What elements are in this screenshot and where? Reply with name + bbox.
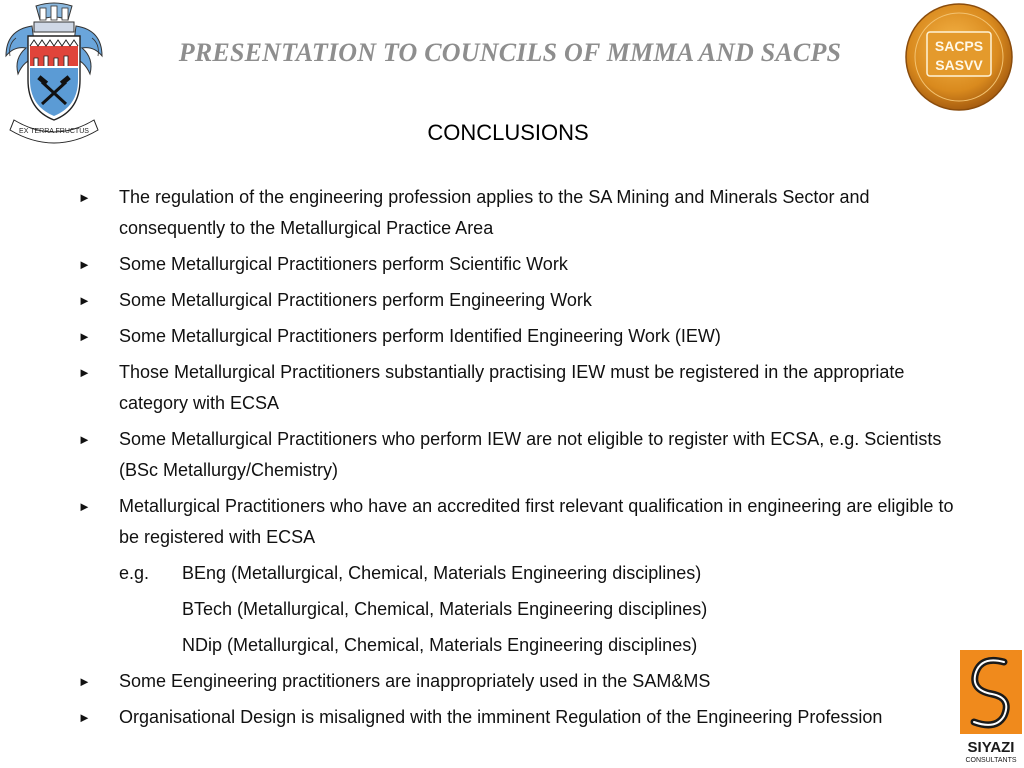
crest-motto-text: EX TERRA FRUCTUS — [19, 128, 89, 135]
bullet-arrow-icon: ► — [78, 257, 91, 272]
siyazi-consultants-logo — [958, 650, 1024, 764]
bullet-arrow-icon: ► — [78, 365, 91, 380]
bullet-arrow-icon: ► — [78, 293, 91, 308]
slide-title: CONCLUSIONS — [427, 120, 589, 145]
sacps-logo-text-bottom: SASVV — [935, 57, 983, 73]
bullet-item — [78, 424, 958, 486]
conclusions-list — [78, 182, 958, 738]
example-line — [78, 630, 958, 661]
example-text: NDip (Metallurgical, Chemical, Materials Engineering disciplines) — [182, 635, 698, 655]
bullet-arrow-icon: ► — [78, 499, 91, 514]
bullet-arrow-icon: ► — [78, 432, 91, 447]
example-prefix: e.g. — [119, 563, 150, 583]
bullet-item — [78, 182, 958, 244]
example-text: BTech (Metallurgical, Chemical, Materials Engineering disciplines) — [182, 599, 708, 619]
example-text: BEng (Metallurgical, Chemical, Materials Engineering disciplines) — [182, 563, 702, 583]
bullet-text: Those Metallurgical Practitioners substantially practising IEW must be registered in the appropriate category with ECSA — [119, 362, 905, 413]
bullet-item — [78, 702, 958, 733]
sacps-logo — [902, 2, 1016, 112]
bullet-text: Some Metallurgical Practitioners perform Scientific Work — [119, 254, 568, 274]
example-line — [78, 594, 958, 625]
example-line — [78, 558, 958, 589]
siyazi-sub-text: CONSULTANTS — [965, 757, 1017, 764]
bullet-item — [78, 321, 958, 352]
bullet-item — [78, 249, 958, 280]
bullet-arrow-icon: ► — [78, 329, 91, 344]
bullet-text: The regulation of the engineering profession applies to the SA Mining and Minerals Sector and consequently to the Metallurgical Practice Area — [119, 187, 870, 238]
bullet-text: Some Metallurgical Practitioners who perform IEW are not eligible to register with ECSA, e.g. Scientists (BSc Metallurgy/Chemistry) — [119, 429, 942, 480]
bullet-item — [78, 666, 958, 697]
bullet-text: Some Metallurgical Practitioners perform Identified Engineering Work (IEW) — [119, 326, 721, 346]
bullet-text: Some Eengineering practitioners are inappropriately used in the SAM&MS — [119, 671, 711, 691]
bullet-arrow-icon: ► — [78, 674, 91, 689]
bullet-item — [78, 357, 958, 419]
bullet-text: Some Metallurgical Practitioners perform Engineering Work — [119, 290, 592, 310]
bullet-arrow-icon: ► — [78, 190, 91, 205]
siyazi-brand-text: SIYAZI — [967, 739, 1015, 756]
bullet-item — [78, 285, 958, 316]
bullet-text: Organisational Design is misaligned with the imminent Regulation of the Engineering Profession — [119, 707, 883, 727]
bullet-arrow-icon: ► — [78, 710, 91, 725]
presentation-header-title: PRESENTATION TO COUNCILS OF MMMA AND SACPS — [178, 38, 842, 67]
sacps-logo-text-top: SACPS — [934, 38, 984, 54]
bullet-text: Metallurgical Practitioners who have an accredited first relevant qualification in engineering are eligible to be registered with ECSA — [119, 496, 954, 547]
bullet-item — [78, 491, 958, 553]
